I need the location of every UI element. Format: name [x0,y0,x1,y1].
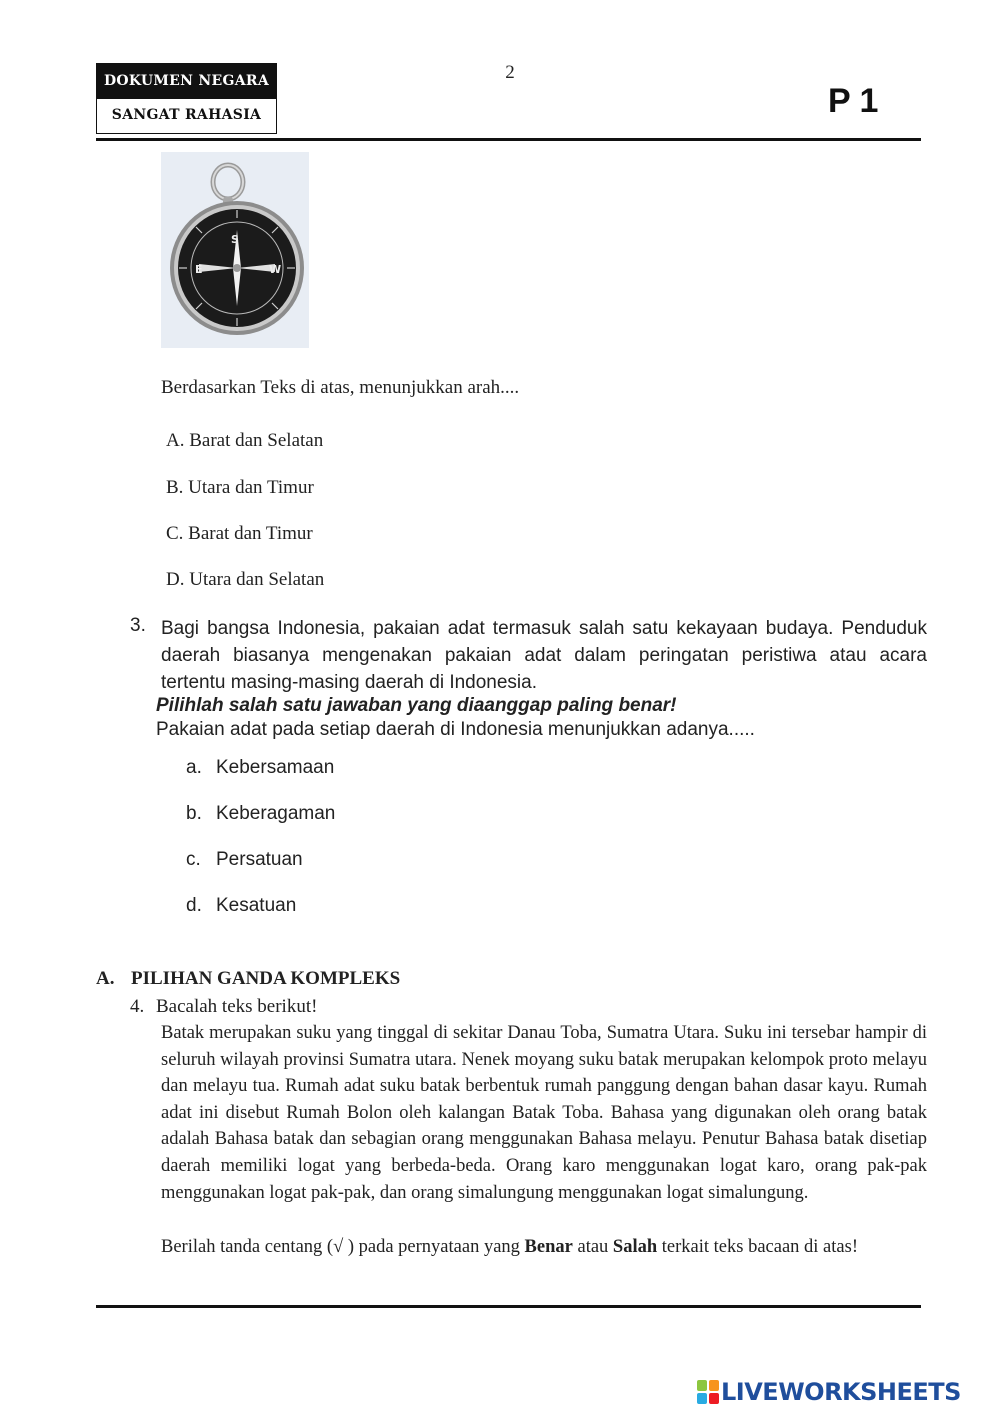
instruction-text: Berilah tanda centang (√ ) pada pernyataan yang [161,1237,525,1257]
question4-number: 4. [130,996,145,1017]
paper-code: P 1 [828,82,879,120]
question4-prompt: Bacalah teks berikut! [156,996,318,1017]
liveworksheets-logo[interactable] [697,1378,961,1406]
compass-icon [161,152,309,348]
question3-instruction: Pilihlah salah satu jawaban yang diaanggap paling benar! [156,695,677,716]
question4-instruction [161,1237,858,1258]
question4-prompt-line [130,996,317,1018]
question2-option-c[interactable]: C. Barat dan Timur [166,523,313,544]
question3-option-d[interactable] [186,895,296,917]
instruction-salah: Salah [612,1237,658,1257]
classification-top: DOKUMEN NEGARA [96,63,277,99]
question3-option-b[interactable] [186,803,335,825]
option-text: Persatuan [216,849,303,870]
section-title: PILIHAN GANDA KOMPLEKS [131,968,401,989]
option-letter: a. [186,757,202,778]
question3-text: Bagi bangsa Indonesia, pakaian adat termasuk salah satu kekayaan budaya. Penduduk daerah biasanya mengenakan pakaian adat dalam peringatan peristiwa atau acara tertentu masing-masing daerah di Indonesia. [161,618,927,693]
svg-text:S: S [231,233,239,246]
question3-option-a[interactable] [186,757,334,779]
question2-option-d[interactable]: D. Utara dan Selatan [166,569,325,590]
instruction-benar: Benar [524,1237,573,1257]
question3-stem: Pakaian adat pada setiap daerah di Indonesia menunjukkan adanya..... [156,719,755,740]
instruction-text: terkait teks bacaan di atas! [657,1237,858,1257]
svg-text:E: E [195,263,203,276]
option-letter: d. [186,895,202,916]
footer-rule [96,1305,921,1308]
question2-option-a[interactable]: A. Barat dan Selatan [166,430,324,451]
section-heading [96,968,400,990]
question3-option-c[interactable] [186,849,303,871]
liveworksheets-logo-text: LIVEWORKSHEETS [721,1378,961,1406]
question3-number: 3. [130,615,146,636]
compass-image [161,152,309,348]
option-letter: c. [186,849,201,870]
option-text: Kesatuan [216,895,297,916]
instruction-text: atau [572,1237,613,1257]
question2-stem: Berdasarkan Teks di atas, menunjukkan arah.... [161,377,520,398]
classification-bottom: SANGAT RAHASIA [96,99,277,134]
option-text: Kebersamaan [216,757,335,778]
svg-text:W: W [269,263,282,276]
header-rule [96,138,921,141]
option-text: Keberagaman [216,803,336,824]
question2-option-b[interactable]: B. Utara dan Timur [166,477,314,498]
question4-passage: Batak merupakan suku yang tinggal di sekitar Danau Toba, Sumatra Utara. Suku ini tersebar hampir di seluruh wilayah provinsi Sumatra utara. Nenek moyang suku batak merupakan kelompok proto melayu dan melayu tua. Rumah adat suku batak berbentuk rumah panggung dengan bahan dasar kayu. Rumah adat ini disebut Rumah Bolon oleh kalangan Batak Toba. Bahasa yang digunakan oleh orang batak adalah Bahasa batak dan sebagian orang menggunakan Bahasa melayu. Penutur Bahasa batak disetiap daerah memiliki logat yang berbeda-beda. Orang karo menggunakan logat karo, orang pak-pak menggunakan logat pak-pak, dan orang simalungung menggunakan logat simalungung. [161,1023,927,1203]
section-letter: A. [96,968,115,989]
option-letter: b. [186,803,202,824]
liveworksheets-logo-icon [697,1380,719,1404]
page-number: 2 [505,62,515,83]
